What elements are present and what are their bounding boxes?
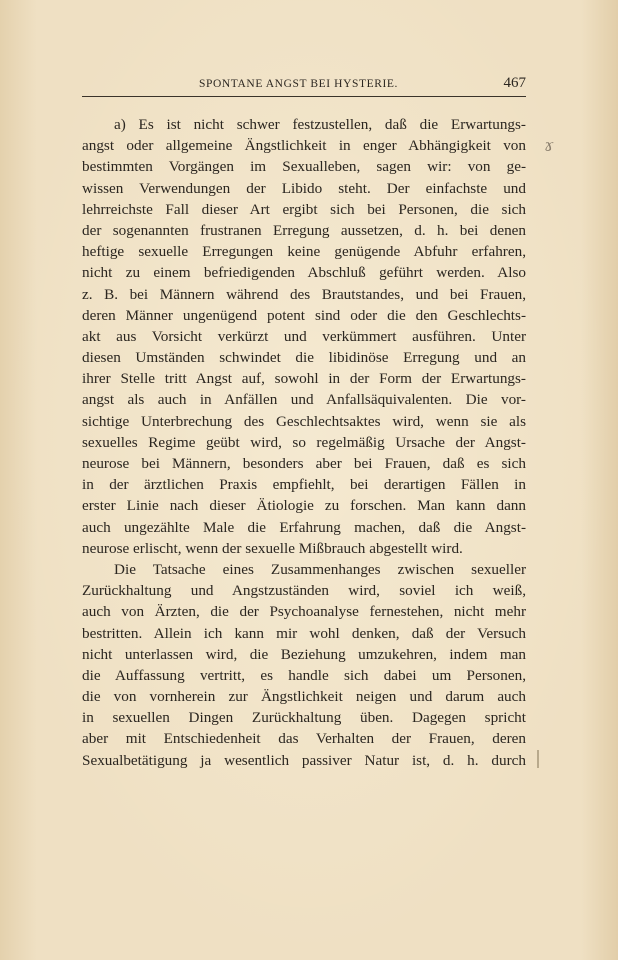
page-number: 467 <box>503 75 526 91</box>
text-line: deren Männer ungenügend potent sind oder die den Geschlechts- <box>82 306 526 324</box>
margin-tick-mark <box>537 750 539 768</box>
body-text <box>82 114 526 771</box>
text-line: auch ungezählte Male die Erfahrung machen, daß die Angst- <box>82 518 526 536</box>
text-line: sichtige Unterbrechung des Geschlechtsaktes wird, wenn sie als <box>82 412 526 430</box>
text-line: diesen Umständen schwindet die libidinöse Erregung und an <box>82 349 526 367</box>
text-line: lehrreichste Fall dieser Art ergibt sich bei Personen, die sich <box>82 200 526 218</box>
text-line: neurose bei Männern, besonders aber bei Frauen, daß es sich <box>82 455 526 472</box>
text-line: angst oder allgemeine Ängstlichkeit in enger Abhängigkeit von <box>82 137 526 155</box>
text-line: sexuelles Regime geübt wird, so regelmäßig Ursache der Angst- <box>82 433 526 451</box>
page-header <box>82 74 526 96</box>
text-line: erster Linie nach dieser Ätiologie zu forschen. Man kann dann <box>82 497 526 515</box>
text-line: Zurückhaltung und Angstzuständen wird, soviel ich weiß, <box>82 582 526 600</box>
text-line: a) Es ist nicht schwer festzustellen, daß die Erwartungs- <box>114 116 526 133</box>
text-line: nicht zu einem befriedigenden Abschluß geführt werden. Also <box>82 264 526 282</box>
text-line: aber mit Entschiedenheit das Verhalten der Frauen, deren <box>82 730 526 748</box>
text-line: in der ärztlichen Praxis empfiehlt, bei derartigen Fällen in <box>82 476 526 494</box>
text-line: wissen Verwendungen der Libido steht. Der einfachste und <box>82 179 526 197</box>
text-line: z. B. bei Männern während des Brautstandes, und bei Frauen, <box>82 285 526 303</box>
text-line: der sogenannten frustranen Erregung aussetzen, d. h. bei denen <box>82 221 526 239</box>
text-line: auch von Ärzten, die der Psychoanalyse fernestehen, nicht mehr <box>82 603 526 621</box>
text-line: akt aus Vorsicht verkürzt und verkümmert ausführen. Unter <box>82 327 526 345</box>
header-rule <box>82 96 526 97</box>
text-line: bestimmten Vorgängen im Sexualleben, sagen wir: von ge- <box>82 158 526 176</box>
text-line: bestritten. Allein ich kann mir wohl denken, daß der Versuch <box>82 624 526 642</box>
text-line: heftige sexuelle Erregungen keine genügende Abfuhr erfahren, <box>82 243 526 261</box>
text-line: nicht unterlassen wird, die Beziehung umzukehren, indem man <box>82 645 526 663</box>
running-head: SPONTANE ANGST BEI HYSTERIE. <box>199 78 399 90</box>
text-line: Sexualbetätigung ja wesentlich passiver Natur ist, d. h. durch <box>82 751 526 769</box>
text-line: die von vornherein zur Ängstlichkeit neigen und darum auch <box>82 688 526 706</box>
text-line: angst als auch in Anfällen und Anfallsäquivalenten. Die vor- <box>82 391 526 409</box>
text-line: ihrer Stelle tritt Angst auf, sowohl in der Form der Erwartungs- <box>82 370 526 388</box>
text-line: neurose erlischt, wenn der sexuelle Mißbrauch abgestellt wird. <box>82 539 463 557</box>
text-line: die Auffassung vertritt, es handle sich dabei um Personen, <box>82 666 526 684</box>
text-line: Die Tatsache eines Zusammenhanges zwischen sexueller <box>114 560 526 578</box>
text-line: in sexuellen Dingen Zurückhaltung üben. Dagegen spricht <box>82 709 526 727</box>
margin-pencil-mark: ɤ <box>544 136 554 156</box>
